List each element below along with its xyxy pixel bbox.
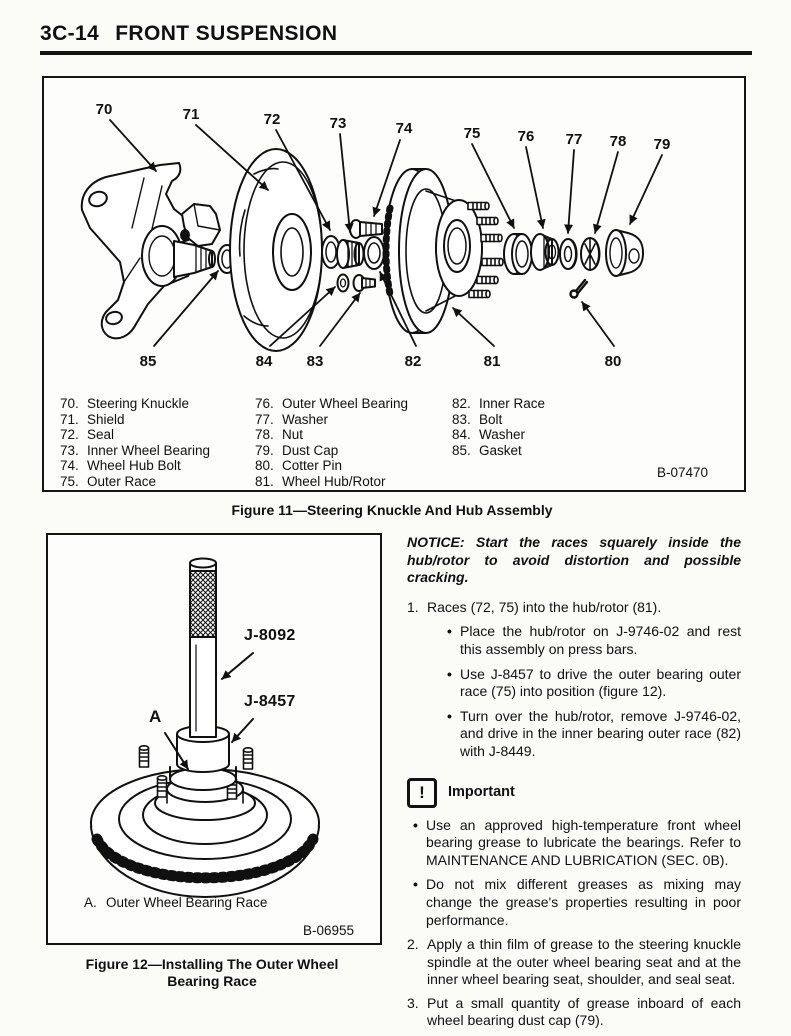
part-number: 74. xyxy=(60,458,79,474)
legend-text: Outer Wheel Bearing Race xyxy=(106,895,268,910)
part-row xyxy=(60,474,255,490)
bullet-item xyxy=(447,666,741,701)
bullet-item xyxy=(447,623,741,658)
hub-rotor-part xyxy=(385,169,503,333)
important-header xyxy=(407,778,741,808)
part-row xyxy=(452,412,736,428)
callout-74: 74 xyxy=(395,120,413,137)
parts-column-1 xyxy=(60,396,255,490)
bullet-item xyxy=(413,817,741,870)
hub-bolt-part xyxy=(350,220,382,238)
part-number: 85. xyxy=(452,442,471,458)
page-header xyxy=(40,22,752,55)
step-number: 1. xyxy=(407,598,419,615)
dust-cap-part xyxy=(606,230,643,276)
part-number: 76. xyxy=(255,396,274,411)
bullet-text: Use J-8457 to drive the outer bearing outer race (75) into position (figure 12). xyxy=(460,665,741,700)
instructions-column xyxy=(407,534,741,1036)
parts-list xyxy=(60,396,736,490)
bullet-item xyxy=(447,708,741,761)
part-number: 70. xyxy=(60,396,79,411)
washer-bolt-parts xyxy=(338,275,376,292)
part-name: Bolt xyxy=(479,411,503,427)
callout-80: 80 xyxy=(604,353,622,370)
figure11-caption: Figure 11—Steering Knuckle And Hub Assembly xyxy=(231,502,553,518)
steering-knuckle-part xyxy=(82,163,220,338)
callout-70: 70 xyxy=(95,101,113,118)
step1-bullets xyxy=(447,623,741,760)
figure12-ref-code: B-06955 xyxy=(302,923,354,938)
point-label-a: A xyxy=(149,707,162,726)
outer-race-part xyxy=(504,234,532,274)
parts-column-2 xyxy=(255,396,452,490)
step-3 xyxy=(407,995,741,1030)
part-name: Wheel Hub/Rotor xyxy=(282,473,386,489)
step-number: 3. xyxy=(407,994,419,1011)
bullet-item xyxy=(413,876,741,929)
nut-part xyxy=(581,238,600,270)
step-text: Races (72, 75) into the hub/rotor (81). xyxy=(427,598,662,615)
part-name: Cotter Pin xyxy=(282,458,343,474)
callout-72: 72 xyxy=(263,111,281,128)
step-text: Put a small quantity of grease inboard of each wheel bearing dust cap (79). xyxy=(427,994,741,1029)
step-2 xyxy=(407,936,741,989)
step-number: 2. xyxy=(407,936,419,953)
cotter-pin-part xyxy=(571,280,588,298)
bullet-text: Do not mix different greases as mixing may change the grease's properties resulting in poor performance. xyxy=(426,876,741,928)
notice-text: NOTICE: Start the races squarely inside the hub/rotor to avoid distortion and possible cracking. xyxy=(407,534,741,586)
callout-79: 79 xyxy=(653,136,671,153)
figure12-caption xyxy=(46,956,378,990)
bullet-text: Place the hub/rotor on J-9746-02 and rest this assembly on press bars. xyxy=(460,623,741,657)
part-number: 82. xyxy=(452,396,471,411)
part-name: Seal xyxy=(87,427,115,443)
driver-handle-tool xyxy=(190,559,216,738)
callout-78: 78 xyxy=(609,133,627,150)
part-row xyxy=(255,396,452,412)
inner-race-part xyxy=(364,237,384,269)
callout-77: 77 xyxy=(565,131,583,148)
inner-bearing-part xyxy=(337,240,364,268)
part-row xyxy=(60,427,255,443)
part-number: 83. xyxy=(452,411,471,427)
part-name: Nut xyxy=(282,427,304,443)
part-name: Wheel Hub Bolt xyxy=(87,458,181,474)
figure12-caption-line2: Bearing Race xyxy=(167,973,257,989)
part-row xyxy=(452,427,736,443)
important-bullets xyxy=(407,817,741,930)
part-row xyxy=(255,412,452,428)
bullet-marker: • xyxy=(413,876,418,893)
figure12-frame xyxy=(46,533,382,945)
part-name: Washer xyxy=(479,427,526,443)
page-title: FRONT SUSPENSION xyxy=(115,22,338,45)
part-name: Inner Race xyxy=(479,396,546,411)
part-name: Steering Knuckle xyxy=(87,396,190,411)
bullet-text: Turn over the hub/rotor, remove J-9746-02, and drive in the inner bearing outer race (82) with J-8449. xyxy=(460,707,741,759)
figure12-drawing xyxy=(48,535,376,939)
callout-85: 85 xyxy=(139,353,157,370)
part-row xyxy=(255,458,452,474)
section-code: 3C-14 xyxy=(40,22,100,45)
part-number: 84. xyxy=(452,427,471,443)
part-name: Outer Wheel Bearing xyxy=(282,396,409,411)
bullet-marker: • xyxy=(447,707,452,724)
part-name: Shield xyxy=(87,411,125,427)
figure11-exploded-diagram xyxy=(44,78,740,378)
part-name: Inner Wheel Bearing xyxy=(87,442,211,458)
part-number: 79. xyxy=(255,442,274,458)
callout-81: 81 xyxy=(483,353,501,370)
bullet-marker: • xyxy=(447,665,452,682)
figure11-ref-code: B-07470 xyxy=(656,465,708,480)
callout-83: 83 xyxy=(306,353,324,370)
callout-76: 76 xyxy=(517,128,535,145)
important-icon: ! xyxy=(407,778,437,808)
shield-part xyxy=(230,149,322,351)
important-label: Important xyxy=(448,783,515,800)
part-row xyxy=(452,443,736,459)
step-text: Apply a thin film of grease to the steering knuckle spindle at the outer wheel bearing seat and at the inner wheel bearing seat, shoulder, and seal seat. xyxy=(427,936,741,988)
bullet-marker: • xyxy=(447,623,452,640)
part-row xyxy=(255,474,452,490)
washer-part xyxy=(560,239,577,269)
bullet-marker: • xyxy=(413,816,418,833)
part-row xyxy=(60,396,255,412)
part-number: 81. xyxy=(255,473,274,489)
part-name: Dust Cap xyxy=(282,442,339,458)
part-number: 71. xyxy=(60,411,79,427)
legend-number: A. xyxy=(84,895,97,910)
callout-82: 82 xyxy=(404,353,422,370)
part-number: 75. xyxy=(60,473,79,489)
part-name: Washer xyxy=(282,411,329,427)
bullet-text: Use an approved high-temperature front wheel bearing grease to lubricate the bearings. Refer to MAINTENANCE AND LUBRICATION (SEC. 0B). xyxy=(426,816,741,868)
tool-label-j8457: J-8457 xyxy=(244,693,296,710)
tool-label-j8092: J-8092 xyxy=(244,627,296,644)
part-number: 73. xyxy=(60,442,79,458)
part-row xyxy=(60,458,255,474)
callout-84: 84 xyxy=(255,353,273,370)
part-name: Outer Race xyxy=(87,473,157,489)
callout-71: 71 xyxy=(182,106,200,123)
callout-75: 75 xyxy=(463,125,481,142)
part-number: 77. xyxy=(255,411,274,427)
part-number: 78. xyxy=(255,427,274,443)
part-number: 80. xyxy=(255,458,274,474)
outer-bearing-part xyxy=(531,234,559,270)
figure12-caption-line1: Figure 12—Installing The Outer Wheel xyxy=(85,956,339,972)
part-number: 72. xyxy=(60,427,79,443)
callout-73: 73 xyxy=(329,115,347,132)
part-row xyxy=(255,427,452,443)
step-1 xyxy=(407,599,741,768)
part-name: Gasket xyxy=(479,442,522,458)
part-row xyxy=(452,396,736,412)
part-row xyxy=(255,443,452,459)
part-row xyxy=(60,443,255,459)
part-row xyxy=(60,412,255,428)
figure12-legend xyxy=(84,895,267,910)
figure11-frame xyxy=(42,76,746,492)
